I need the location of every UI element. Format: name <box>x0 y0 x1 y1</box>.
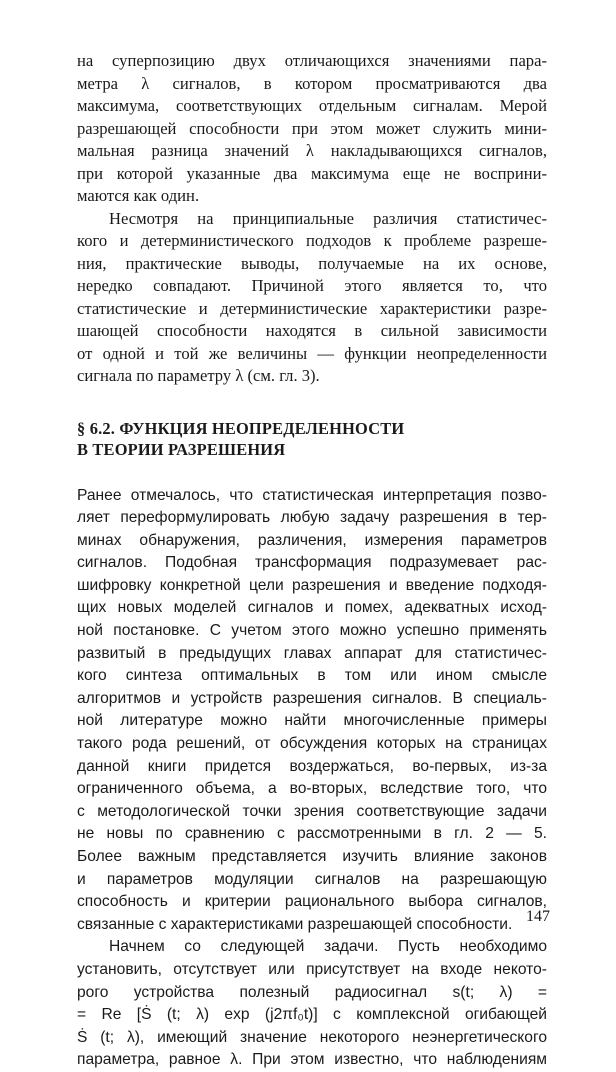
text-line: ния, практические выводы, получаемые на их основе, <box>77 253 547 273</box>
text-line: ной постановке. С учетом этого можно успешно применять <box>77 622 547 640</box>
text-line: с методологической точки зрения соответствующие задачи <box>77 802 547 820</box>
heading-line: В ТЕОРИИ РАЗРЕШЕНИЯ <box>77 439 286 459</box>
page-body <box>77 50 547 1072</box>
text-line: связанные с характеристиками разрешающей способности. <box>77 915 513 933</box>
text-line: метра λ сигналов, в котором просматриваются два <box>77 73 547 93</box>
text-line: параметра, равное λ. При этом известно, что наблюдениям <box>77 1051 547 1069</box>
text-line: не новы по сравнению с рассмотренными в гл. 2 — 5. <box>77 825 547 843</box>
text-line: такого рода решений, от обсуждения которых на страницах <box>77 735 547 753</box>
text-line: шифровку конкретной цели разрешения и введение подходя- <box>77 576 547 594</box>
text-line: сигнала по параметру λ (см. гл. 3). <box>77 366 320 385</box>
text-line: от одной и той же величины — функции неопределенности <box>77 343 547 363</box>
paragraph-4 <box>77 936 547 1072</box>
text-line: Более важным представляется изучить влияние законов <box>77 848 547 865</box>
text-line: = Re [Ṡ (t; λ) exp (j2πf₀t)] с комплексной огибающей <box>77 1006 547 1024</box>
text-line: при которой указанные два максимума еще не восприни- <box>77 163 547 183</box>
text-line: алгоритмов и устройств разрешения сигналов. В специаль- <box>77 689 547 707</box>
heading-line: § 6.2. ФУНКЦИЯ НЕОПРЕДЕЛЕННОСТИ <box>77 418 405 438</box>
text-line: щих новых моделей сигналов и помех, адекватных исход- <box>77 599 547 617</box>
text-line: ной литературе можно найти многочисленные примеры <box>77 712 547 730</box>
text-line: на суперпозицию двух отличающихся значениями пара- <box>77 51 547 70</box>
text-line: Начнем со следующей задачи. Пусть необходимо <box>109 938 547 956</box>
text-line: сигналов. Подобная трансформация подразумевает рас- <box>77 554 547 572</box>
text-line: Несмотря на принципиальные различия статистичес- <box>109 208 547 228</box>
text-line: нередко совпадают. Причиной этого является то, что <box>77 276 547 295</box>
paragraph-2 <box>77 208 547 388</box>
page-number: 147 <box>526 908 550 925</box>
paragraph-3 <box>77 485 547 937</box>
text-line: ляет переформулировать любую задачу разрешения в тер- <box>77 509 547 527</box>
text-line: рого устройства полезный радиосигнал s(t; λ) = <box>77 983 547 1001</box>
text-line: Ṡ (t; λ), имеющий значение некоторого неэнергетического <box>77 1028 547 1046</box>
text-line: кого синтеза оптимальных в том или ином смысле <box>77 667 547 685</box>
text-line: Ранее отмечалось, что статистическая интерпретация позво- <box>77 486 547 504</box>
text-line: максимума, соответствующих отдельным сигналам. Мерой <box>77 96 547 115</box>
text-line: ограниченного объема, а во-вторых, вследствие того, что <box>77 780 547 798</box>
text-line: мальная разница значений λ накладывающихся сигналов, <box>77 141 547 160</box>
text-line: установить, отсутствует или присутствует на входе некото- <box>77 960 547 978</box>
section-heading <box>77 418 547 460</box>
text-line: развитый в предыдущих главах аппарат для статистичес- <box>77 644 547 662</box>
text-line: минах обнаружения, различения, измерения параметров <box>77 531 547 549</box>
text-line: данной книги придется воздержаться, во-первых, из-за <box>77 757 547 775</box>
paragraph-1 <box>77 50 547 208</box>
text-line: шающей способности находятся в сильной зависимости <box>77 321 547 340</box>
text-line: разрешающей способности при этом может служить мини- <box>77 118 547 138</box>
text-line: способность и критерии рационального выбора сигналов, <box>77 893 547 911</box>
text-line: статистические и детерминистические характеристики разре- <box>77 298 547 318</box>
text-line: маются как один. <box>77 186 200 205</box>
text-line: кого и детерминистического подходов к проблеме разреше- <box>77 231 547 250</box>
text-line: и параметров модуляции сигналов на разрешающую <box>77 870 547 888</box>
